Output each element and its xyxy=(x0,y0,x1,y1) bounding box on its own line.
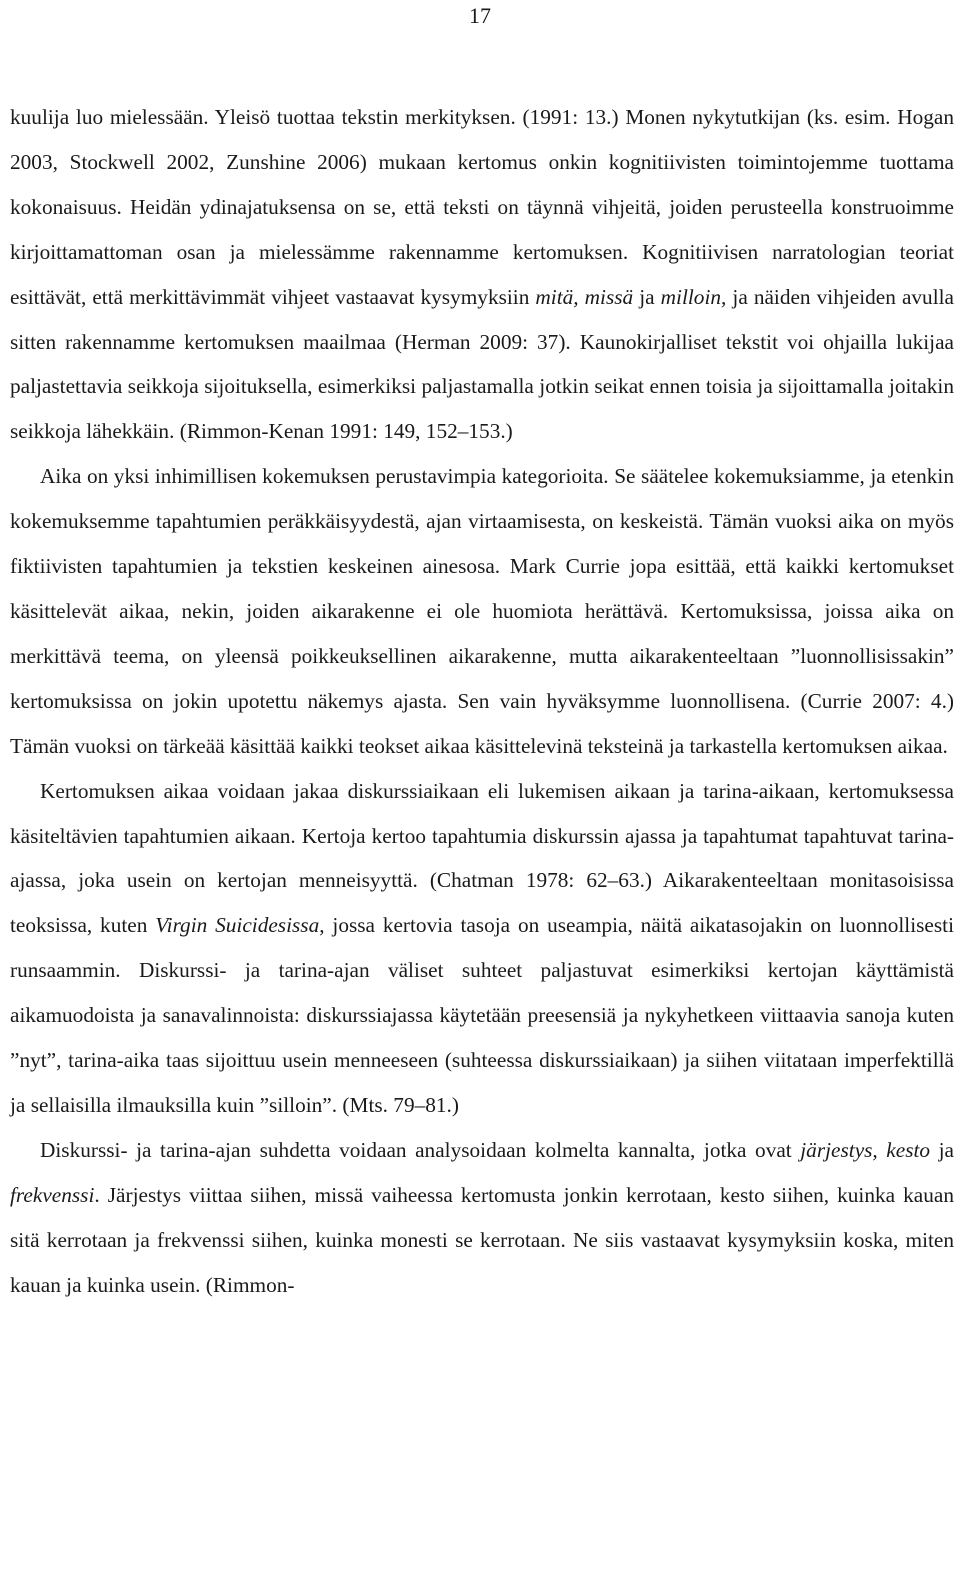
italic-segment: Virgin Suicidesissa xyxy=(155,913,320,938)
page-number: 17 xyxy=(469,3,491,28)
text-segment: Aika on yksi inhimillisen kokemuksen perustavimpia kategorioita. Se säätelee kokemuksiamme, ja etenkin kokemuksemme tapahtumien peräkkäisyydestä, ajan virtaamisesta, on keskeistä. Tämän vuoksi aika on myös fiktiivisten tapahtumien ja tekstien keskeinen ainesosa. Mark Currie jopa esittää, että kaikki kertomukset käsittelevät aikaa, nekin, joiden aikarakenne ei ole huomiota herättävä. Kertomuksissa, joissa aika on merkittävä teema, on yleensä poikkeuksellinen aikarakenne, mutta aikarakenteeltaan ”luonnollisissakin” kertomuksissa on jokin upotettu näkemys ajasta. Sen vain hyväksymme luonnollisena. (Currie 2007: 4.) Tämän vuoksi on tärkeää käsittää kaikki teokset aikaa käsittelevinä teksteinä ja tarkastella kertomuksen aikaa. xyxy=(10,464,954,758)
document-body xyxy=(10,95,954,1307)
text-segment: kuulija luo mielessään. Yleisö tuottaa tekstin merkityksen. (1991: 13.) Monen nykytutkijan (ks. esim. Hogan 2003, Stockwell 2002, Zunshine 2006) mukaan kertomus onkin kognitiivisten toimintojemme tuottama kokonaisuus. Heidän ydinajatuksensa on se, että teksti on täynnä vihjeitä, joiden perusteella konstruoimme kirjoittamattoman osan ja mielessämme rakennamme kertomuksen. Kognitiivisen narratologian teoriat esittävät, että merkittävimmät vihjeet vastaavat kysymyksiin xyxy=(10,105,954,309)
text-segment: ja xyxy=(930,1137,954,1162)
italic-segment: milloin, xyxy=(660,284,727,309)
text-segment: ja näiden vihjeiden avulla sitten rakennamme kertomuksen maailmaa (Herman 2009: 37). Kaunokirjalliset tekstit voi ohjailla lukijaa paljastettavia seikkoja sijoituksella, esimerkiksi paljastamalla jotkin seikat ennen toisia ja sijoittamalla joitakin seikkoja lähekkäin. (Rimmon-Kenan 1991: 149, 152–153.) xyxy=(10,284,954,444)
italic-segment: frekvenssi xyxy=(10,1182,95,1207)
text-segment: ja xyxy=(633,284,661,309)
text-segment: Kertomuksen aikaa voidaan jakaa diskurssiaikaan eli lukemisen aikaan ja tarina-aikaan, kertomuksessa käsiteltävien tapahtumien aikaan. Kertoja kertoo tapahtumia diskurssin ajassa ja tapahtumat tapahtuvat tarina-ajassa, joka usein on kertojan menneisyyttä. (Chatman 1978: 62–63.) Aikarakenteeltaan monitasoisissa teoksissa, kuten xyxy=(10,778,954,938)
paragraph xyxy=(10,454,954,768)
text-segment: . Järjestys viittaa siihen, missä vaiheessa kertomusta jonkin kerrotaan, kesto siihen, kuinka kauan sitä kerrotaan ja frekvenssi siihen, kuinka monesti se kerrotaan. Ne siis vastaavat kysymyksiin koska, miten kauan ja kuinka usein. (Rimmon- xyxy=(10,1182,954,1297)
italic-segment: mitä, missä xyxy=(535,284,634,309)
paragraph xyxy=(10,769,954,1128)
paragraph xyxy=(10,95,954,454)
text-segment: , jossa kertovia tasoja on useampia, näitä aikatasojakin on luonnollisesti runsaammin. Diskurssi- ja tarina-ajan väliset suhteet paljastuvat esimerkiksi kertojan käyttämistä aikamuodoista ja sanavalinnoista: diskurssiajassa käytetään preesensiä ja nykyhetkeen viittaavia sanoja kuten ”nyt”, tarina-aika taas sijoittuu usein menneeseen (suhteessa diskurssiaikaan) ja siihen viitataan imperfektillä ja sellaisilla ilmauksilla kuin ”silloin”. (Mts. 79–81.) xyxy=(10,913,955,1117)
italic-segment: järjestys, kesto xyxy=(800,1137,931,1162)
text-segment: Diskurssi- ja tarina-ajan suhdetta voidaan analysoidaan kolmelta kannalta, jotka ovat xyxy=(40,1137,801,1162)
paragraph xyxy=(10,1128,954,1308)
